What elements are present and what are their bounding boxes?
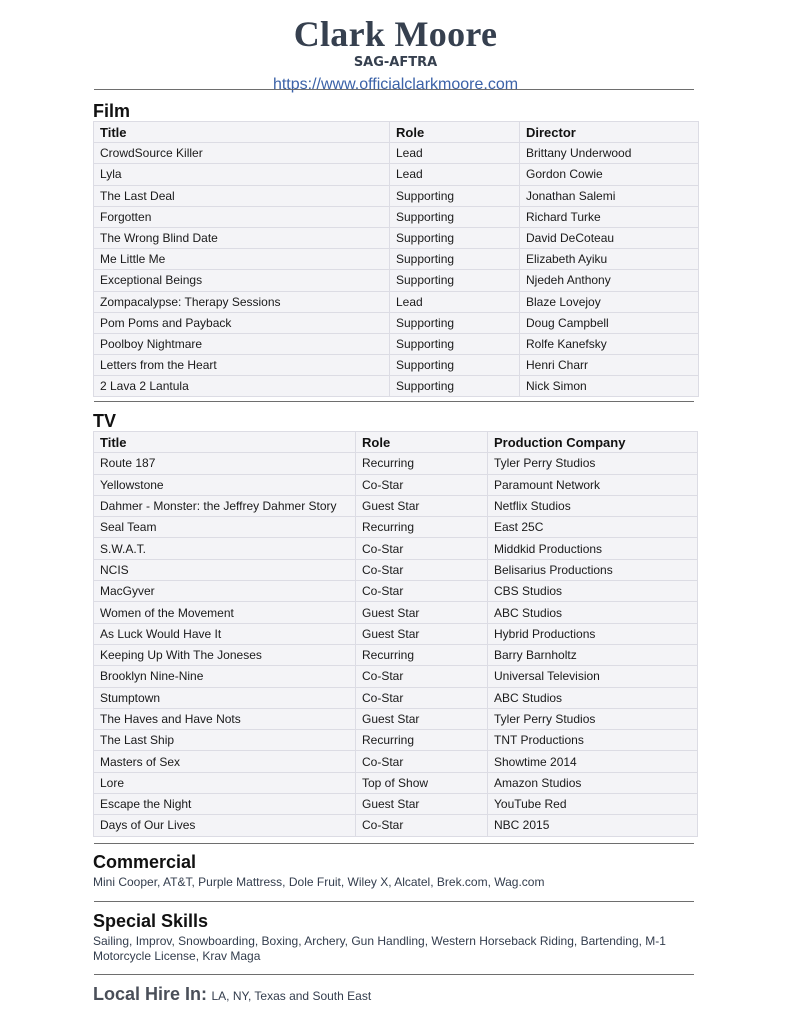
table-cell: Exceptional Beings: [94, 270, 390, 291]
column-header: Production Company: [488, 432, 698, 453]
table-cell: Women of the Movement: [94, 602, 356, 623]
website-link[interactable]: https://www.officialclarkmoore.com: [272, 76, 519, 93]
table-cell: Gordon Cowie: [520, 164, 699, 185]
local-hire-value: LA, NY, Texas and South East: [211, 989, 372, 1003]
table-cell: Belisarius Productions: [488, 559, 698, 580]
table-cell: Brooklyn Nine-Nine: [94, 666, 356, 687]
table-row: [94, 312, 699, 333]
commercial-list: Mini Cooper, AT&T, Purple Mattress, Dole Fruit, Wiley X, Alcatel, Brek.com, Wag.com: [93, 875, 545, 889]
table-cell: David DeCoteau: [520, 227, 699, 248]
table-cell: Guest Star: [356, 495, 488, 516]
local-hire-label: Local Hire In:: [93, 984, 208, 1004]
table-cell: Co-Star: [356, 474, 488, 495]
table-row: [94, 355, 699, 376]
table-cell: Lead: [390, 164, 520, 185]
table-cell: Top of Show: [356, 772, 488, 793]
table-cell: Co-Star: [356, 538, 488, 559]
table-row: [94, 538, 698, 559]
table-cell: Universal Television: [488, 666, 698, 687]
table-cell: ABC Studios: [488, 687, 698, 708]
table-cell: Me Little Me: [94, 249, 390, 270]
table-cell: Richard Turke: [520, 206, 699, 227]
column-header: Role: [356, 432, 488, 453]
table-cell: Middkid Productions: [488, 538, 698, 559]
table-row: [94, 581, 698, 602]
table-cell: Hybrid Productions: [488, 623, 698, 644]
table-cell: Rolfe Kanefsky: [520, 333, 699, 354]
column-header: Role: [390, 122, 520, 143]
table-cell: TNT Productions: [488, 730, 698, 751]
table-cell: Guest Star: [356, 708, 488, 729]
table-cell: Barry Barnholtz: [488, 644, 698, 665]
resume-header: [0, 14, 791, 95]
table-cell: Days of Our Lives: [94, 815, 356, 836]
table-row: [94, 666, 698, 687]
table-cell: Recurring: [356, 644, 488, 665]
table-cell: Lead: [390, 291, 520, 312]
table-row: [94, 623, 698, 644]
table-row: [94, 495, 698, 516]
table-row: [94, 270, 699, 291]
table-cell: S.W.A.T.: [94, 538, 356, 559]
table-row: [94, 164, 699, 185]
table-cell: Elizabeth Ayiku: [520, 249, 699, 270]
table-cell: Brittany Underwood: [520, 143, 699, 164]
table-row: [94, 687, 698, 708]
column-header: Title: [94, 432, 356, 453]
table-cell: Poolboy Nightmare: [94, 333, 390, 354]
column-header: Director: [520, 122, 699, 143]
table-cell: Guest Star: [356, 602, 488, 623]
table-cell: Stumptown: [94, 687, 356, 708]
union-affiliation: SAG-AFTRA: [353, 55, 438, 70]
table-cell: Guest Star: [356, 794, 488, 815]
table-row: [94, 815, 698, 836]
header-divider: [94, 89, 694, 90]
table-cell: Masters of Sex: [94, 751, 356, 772]
table-cell: Doug Campbell: [520, 312, 699, 333]
table-row: [94, 730, 698, 751]
table-cell: Recurring: [356, 453, 488, 474]
table-cell: Pom Poms and Payback: [94, 312, 390, 333]
skills-list: Sailing, Improv, Snowboarding, Boxing, Archery, Gun Handling, Western Horseback Riding, Bartending, M-1 Motorcycle License, Krav Maga: [93, 934, 666, 963]
table-row: [94, 772, 698, 793]
table-cell: Co-Star: [356, 751, 488, 772]
column-header: Title: [94, 122, 390, 143]
table-cell: Amazon Studios: [488, 772, 698, 793]
tv-divider: [94, 843, 694, 844]
table-cell: Supporting: [390, 249, 520, 270]
table-cell: Henri Charr: [520, 355, 699, 376]
table-row: [94, 517, 698, 538]
table-cell: East 25C: [488, 517, 698, 538]
film-section-title: Film: [93, 101, 131, 121]
table-cell: Guest Star: [356, 623, 488, 644]
table-cell: Netflix Studios: [488, 495, 698, 516]
table-cell: 2 Lava 2 Lantula: [94, 376, 390, 397]
table-cell: Co-Star: [356, 666, 488, 687]
table-row: [94, 185, 699, 206]
film-rows: [94, 143, 699, 397]
table-cell: NBC 2015: [488, 815, 698, 836]
table-cell: Supporting: [390, 206, 520, 227]
table-row: [94, 143, 699, 164]
table-row: [94, 453, 698, 474]
table-cell: Supporting: [390, 185, 520, 206]
skills-divider: [94, 974, 694, 975]
commercial-divider: [94, 901, 694, 902]
table-cell: The Last Deal: [94, 185, 390, 206]
table-row: [94, 333, 699, 354]
table-cell: Keeping Up With The Joneses: [94, 644, 356, 665]
table-cell: NCIS: [94, 559, 356, 580]
tv-section-title: TV: [93, 411, 117, 431]
table-cell: Showtime 2014: [488, 751, 698, 772]
table-cell: Supporting: [390, 376, 520, 397]
table-row: [94, 206, 699, 227]
table-cell: Route 187: [94, 453, 356, 474]
table-row: [94, 291, 699, 312]
skills-section-title: Special Skills: [93, 911, 209, 931]
table-cell: Supporting: [390, 312, 520, 333]
table-cell: Lead: [390, 143, 520, 164]
table-row: [94, 751, 698, 772]
table-cell: Supporting: [390, 355, 520, 376]
table-row: [94, 227, 699, 248]
film-divider: [94, 401, 694, 402]
tv-credits-table: [93, 431, 698, 837]
table-cell: CBS Studios: [488, 581, 698, 602]
table-cell: Co-Star: [356, 581, 488, 602]
table-cell: Nick Simon: [520, 376, 699, 397]
table-cell: Co-Star: [356, 815, 488, 836]
table-cell: The Last Ship: [94, 730, 356, 751]
table-cell: Lyla: [94, 164, 390, 185]
table-cell: Tyler Perry Studios: [488, 453, 698, 474]
table-cell: Seal Team: [94, 517, 356, 538]
table-row: [94, 376, 699, 397]
actor-name: Clark Moore: [293, 14, 498, 54]
table-cell: As Luck Would Have It: [94, 623, 356, 644]
film-credits-table: [93, 121, 699, 397]
table-row: [94, 559, 698, 580]
table-row: [94, 794, 698, 815]
table-cell: Forgotten: [94, 206, 390, 227]
table-cell: CrowdSource Killer: [94, 143, 390, 164]
table-cell: Paramount Network: [488, 474, 698, 495]
table-cell: Supporting: [390, 333, 520, 354]
table-cell: Blaze Lovejoy: [520, 291, 699, 312]
table-cell: The Wrong Blind Date: [94, 227, 390, 248]
tv-header-row: [94, 432, 698, 453]
commercial-section-title: Commercial: [93, 852, 197, 872]
table-cell: Supporting: [390, 270, 520, 291]
table-cell: Zompacalypse: Therapy Sessions: [94, 291, 390, 312]
table-cell: Jonathan Salemi: [520, 185, 699, 206]
table-cell: Yellowstone: [94, 474, 356, 495]
table-cell: Lore: [94, 772, 356, 793]
table-cell: Njedeh Anthony: [520, 270, 699, 291]
local-hire: [93, 984, 371, 1005]
table-cell: MacGyver: [94, 581, 356, 602]
table-cell: YouTube Red: [488, 794, 698, 815]
table-cell: Tyler Perry Studios: [488, 708, 698, 729]
table-cell: Co-Star: [356, 559, 488, 580]
table-row: [94, 249, 699, 270]
film-header-row: [94, 122, 699, 143]
table-cell: Letters from the Heart: [94, 355, 390, 376]
table-cell: ABC Studios: [488, 602, 698, 623]
table-row: [94, 474, 698, 495]
table-row: [94, 644, 698, 665]
table-cell: Dahmer - Monster: the Jeffrey Dahmer Story: [94, 495, 356, 516]
table-cell: The Haves and Have Nots: [94, 708, 356, 729]
tv-rows: [94, 453, 698, 836]
table-row: [94, 602, 698, 623]
table-row: [94, 708, 698, 729]
table-cell: Co-Star: [356, 687, 488, 708]
table-cell: Supporting: [390, 227, 520, 248]
table-cell: Recurring: [356, 730, 488, 751]
table-cell: Escape the Night: [94, 794, 356, 815]
table-cell: Recurring: [356, 517, 488, 538]
